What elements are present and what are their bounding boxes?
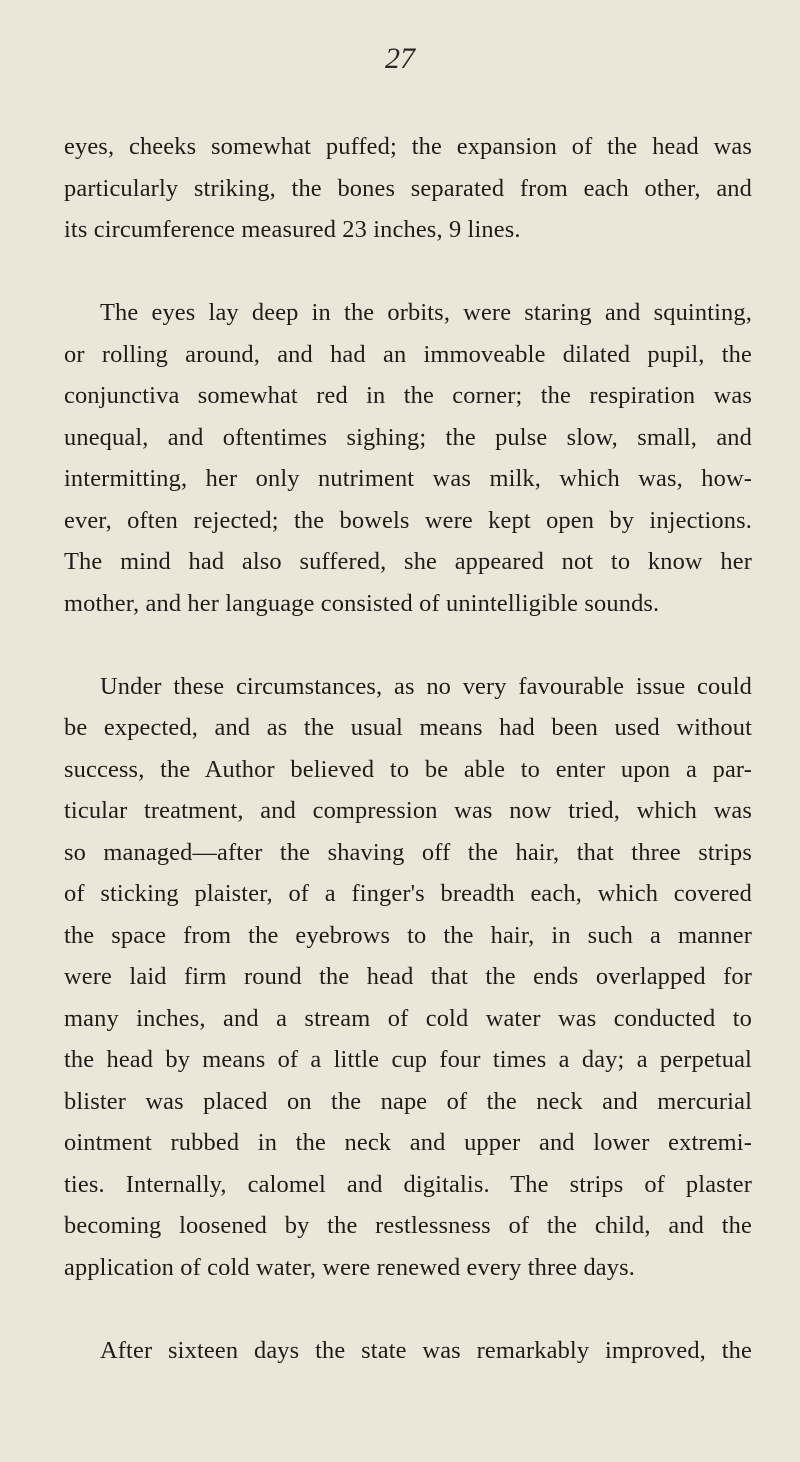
text-line: intermitting, her only nutriment was milk, which was, how- xyxy=(64,465,752,492)
text-line: or rolling around, and had an immoveable dilated pupil, the xyxy=(64,340,752,368)
text-line: Under these circumstances, as no very favourable issue could xyxy=(100,672,752,700)
text-line: ointment rubbed in the neck and upper and lower extremi- xyxy=(64,1129,752,1156)
text-line: success, the Author believed to be able to enter upon a par- xyxy=(64,755,752,783)
text-line: conjunctiva somewhat red in the corner; the respiration was xyxy=(64,382,752,409)
text-line: were laid firm round the head that the ends overlapped for xyxy=(64,963,752,990)
text-line: many inches, and a stream of cold water was conducted to xyxy=(64,1004,752,1032)
body-text xyxy=(64,126,752,1371)
text-line: application of cold water, were renewed every three days. xyxy=(64,1253,635,1281)
text-line: mother, and her language consisted of unintelligible sounds. xyxy=(64,589,660,617)
text-line: becoming loosened by the restlessness of the child, and the xyxy=(64,1212,752,1239)
paragraph-4 xyxy=(64,1330,752,1372)
text-line: so managed—after the shaving off the hair, that three strips xyxy=(64,838,752,866)
text-line: the space from the eyebrows to the hair, in such a manner xyxy=(64,921,752,949)
text-line: the head by means of a little cup four times a day; a perpetual xyxy=(64,1046,752,1073)
paragraph-3 xyxy=(64,666,752,1289)
text-line: particularly striking, the bones separated from each other, and xyxy=(64,174,752,202)
text-line: After sixteen days the state was remarkably improved, the xyxy=(100,1336,752,1364)
text-line: The eyes lay deep in the orbits, were staring and squinting, xyxy=(100,299,752,326)
text-line: unequal, and oftentimes sighing; the pulse slow, small, and xyxy=(64,423,752,451)
text-line: eyes, cheeks somewhat puffed; the expansion of the head was xyxy=(64,133,752,160)
text-line: of sticking plaister, of a finger's breadth each, which covered xyxy=(64,880,752,907)
text-line: its circumference measured 23 inches, 9 lines. xyxy=(64,216,521,243)
paragraph-1 xyxy=(64,126,752,251)
text-line: ties. Internally, calomel and digitalis. The strips of plaster xyxy=(64,1170,752,1198)
paragraph-2 xyxy=(64,292,752,624)
page-number: 27 xyxy=(385,42,415,75)
text-line: The mind had also suffered, she appeared not to know her xyxy=(64,548,752,575)
text-line: blister was placed on the nape of the neck and mercurial xyxy=(64,1087,752,1115)
text-line: be expected, and as the usual means had been used without xyxy=(64,714,752,741)
text-line: ticular treatment, and compression was now tried, which was xyxy=(64,797,752,824)
text-line: ever, often rejected; the bowels were kept open by injections. xyxy=(64,506,752,534)
